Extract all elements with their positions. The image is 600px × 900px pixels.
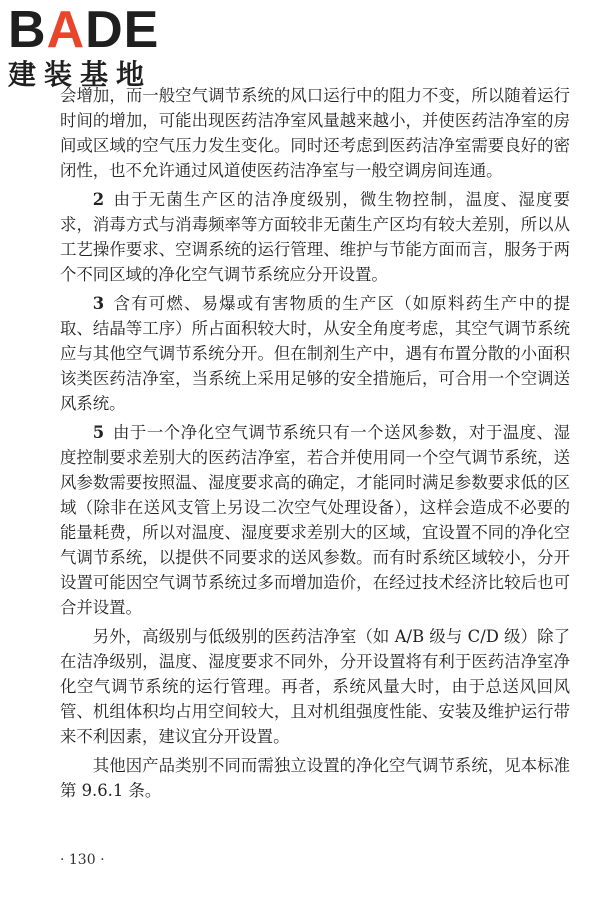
paragraph-text: 会增加，而一般空气调节系统的风口运行中的阻力不变，所以随着运行时间的增加，可能出现医药洁净室风量越来越小，并使医药洁净室的房间或区域的空气压力发生变化。同时还考虑到医药洁净室需要良好的密闭性，也不允许通过风道使医药洁净室与一般空调房间连通。 (60, 86, 570, 180)
paragraph-text: 含有可燃、易爆或有害物质的生产区（如原料药生产中的提取、结晶等工序）所占面积较大时，从安全角度考虑，其空气调节系统应与其他空气调节系统分开。但在制剂生产中，遇有布置分散的小面积该类医药洁净室，当系统上采用足够的安全措施后，可合用一个空调送风系统。 (60, 294, 570, 413)
paragraph-continued (60, 83, 570, 183)
logo-wordmark (8, 1, 176, 59)
bade-logo (8, 1, 176, 94)
logo-letter-highlight: A (46, 1, 86, 59)
paragraph-number: 2 (92, 190, 105, 209)
paragraph-item-2 (60, 187, 570, 287)
logo-letters: DE (85, 1, 160, 59)
paragraph-additional (60, 624, 570, 749)
document-body (60, 83, 570, 807)
paragraph-item-3 (60, 291, 570, 416)
paragraph-number: 3 (92, 294, 105, 313)
paragraph-item-5 (60, 420, 570, 620)
paragraph-number: 5 (92, 423, 105, 442)
paragraph-reference (60, 753, 570, 803)
page-number: · 130 · (60, 852, 105, 868)
logo-subtitle: 建装基地 (8, 58, 153, 91)
paragraph-text: 由于无菌生产区的洁净度级别，微生物控制，温度、湿度要求，消毒方式与消毒频率等方面较非无菌生产区均有较大差别，所以从工艺操作要求、空调系统的运行管理、维护与节能方面而言，服务于两个不同区域的净化空气调节系统应分开设置。 (60, 190, 570, 284)
paragraph-text: 另外，高级别与低级别的医药洁净室（如 A/B 级与 C/D 级）除了在洁净级别，温度、湿度要求不同外，分开设置将有利于医药洁净室净化空气调节系统的运行管理。再者，系统风量大时，由于总送风回风管、机组体积均占用空间较大，且对机组强度性能、安装及维护运行带来不利因素，建议宜分开设置。 (60, 627, 570, 746)
paragraph-text: 由于一个净化空气调节系统只有一个送风参数，对于温度、湿度控制要求差别大的医药洁净室，若合并使用同一个空气调节系统，送风参数需要按照温、湿度要求高的确定，才能同时满足参数要求低的区域（除非在送风支管上另设二次空气处理设备），这样会造成不必要的能量耗费，所以对温度、湿度要求差别大的区域，宜设置不同的净化空气调节系统，以提供不同要求的送风参数。而有时系统区域较小，分开设置可能因空气调节系统过多而增加造价，在经过技术经济比较后也可合并设置。 (60, 423, 570, 617)
paragraph-text: 其他因产品类别不同而需独立设置的净化空气调节系统，见本标准第 9.6.1 条。 (60, 756, 570, 800)
logo-letter: B (8, 1, 47, 59)
